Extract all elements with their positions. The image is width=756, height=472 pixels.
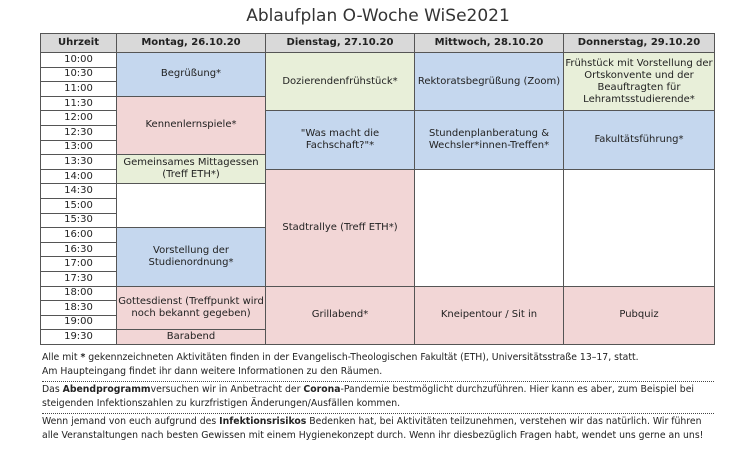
time-cell: 14:30	[41, 184, 117, 199]
day-header-wednesday: Mittwoch, 28.10.20	[415, 34, 564, 53]
event-thu-fruehstueck: Frühstück mit Vorstellung der Ortskonvente und der Beauftragten für Lehramtsstudierende*	[564, 53, 715, 111]
time-cell: 13:30	[41, 155, 117, 170]
table-row	[41, 53, 715, 68]
time-cell: 12:00	[41, 111, 117, 126]
divider	[42, 381, 714, 382]
table-row	[41, 286, 715, 301]
event-thu-pubquiz: Pubquiz	[564, 286, 715, 344]
time-cell: 11:30	[41, 96, 117, 111]
schedule-table	[40, 33, 715, 345]
time-cell: 10:00	[41, 53, 117, 68]
event-wed-rektoratsbegruessung	[415, 53, 564, 111]
note-bold-text: Corona	[303, 384, 341, 395]
event-tue-fachschaft: "Was macht die Fachschaft?"*	[266, 111, 415, 169]
time-cell: 12:30	[41, 125, 117, 140]
note-text: gekennzeichneten Aktivitäten finden in der Evangelisch-Theologischen Fakultät (ETH), Universitätsstraße 13–17, statt.	[85, 352, 639, 363]
note-infection-risk	[42, 415, 714, 443]
event-thu-fakultaetsfuehrung: Fakultätsführung*	[564, 111, 715, 169]
day-header-thursday: Donnerstag, 29.10.20	[564, 34, 715, 53]
event-wed-kneipentour: Kneipentour / Sit in	[415, 286, 564, 344]
event-mon-barabend: Barabend	[117, 330, 266, 345]
time-cell: 18:30	[41, 301, 117, 316]
time-cell: 15:30	[41, 213, 117, 228]
event-mon-kennenlernspiele: Kennenlernspiele*	[117, 96, 266, 154]
time-cell: 10:30	[41, 67, 117, 82]
note-text: Wenn jemand von euch aufgrund des	[42, 416, 220, 427]
empty-cell-thu-afternoon	[564, 169, 715, 286]
event-tue-grillabend: Grillabend*	[266, 286, 415, 344]
event-tue-dozierendenfruehstueck: Dozierendenfrühstück*	[266, 53, 415, 111]
time-cell: 18:00	[41, 286, 117, 301]
time-cell: 16:00	[41, 228, 117, 243]
note-main-entrance: Am Haupteingang findet ihr dann weitere Informationen zu den Räumen.	[42, 366, 383, 377]
day-header-monday: Montag, 26.10.20	[117, 34, 266, 53]
note-evening-program	[42, 383, 714, 411]
time-cell: 11:00	[41, 82, 117, 97]
time-cell: 19:30	[41, 330, 117, 345]
note-bold-text: Infektionsrisikos	[219, 416, 307, 427]
note-text: Alle mit	[42, 352, 81, 363]
time-cell: 15:00	[41, 198, 117, 213]
note-text: Bedenken hat, bei Aktivitäten teilzunehmen, verstehen wir das natürlich. Wir führen alle Veranstaltungen nach besten Gewissen mit einem Hygienekonzept durch. Wenn ihr diesbezüglich Fragen habt, wendet uns gerne an uns!	[42, 416, 704, 441]
event-wed-stundenplanberatung: Stundenplanberatung & Wechsler*innen-Treffen*	[415, 111, 564, 169]
divider	[42, 413, 714, 414]
time-column-header: Uhrzeit	[41, 34, 117, 53]
time-cell: 14:00	[41, 169, 117, 184]
page-title: Ablaufplan O-Woche WiSe2021	[246, 6, 510, 26]
event-mon-mittagessen: Gemeinsames Mittagessen (Treff ETH*)	[117, 155, 266, 184]
empty-cell-wed-afternoon	[415, 169, 564, 286]
event-mon-studienordnung: Vorstellung der Studienordnung*	[117, 228, 266, 286]
empty-cell-mon-afternoon	[117, 184, 266, 228]
time-cell: 13:00	[41, 140, 117, 155]
event-text: Rektoratsbegrüßung (Zoom)	[417, 75, 561, 87]
event-mon-begruessung: Begrüßung*	[117, 53, 266, 97]
time-cell: 19:00	[41, 315, 117, 330]
note-text: versuchen wir in Anbetracht der	[150, 384, 304, 395]
day-header-tuesday: Dienstag, 27.10.20	[266, 34, 415, 53]
time-cell: 16:30	[41, 242, 117, 257]
time-cell: 17:00	[41, 257, 117, 272]
note-eth-location	[42, 351, 714, 365]
event-tue-stadtrallye: Stadtrallye (Treff ETH*)	[266, 169, 415, 286]
note-bold-text: Abendprogramm	[62, 384, 151, 395]
event-mon-gottesdienst: Gottesdienst (Treffpunkt wird noch bekannt gegeben)	[117, 286, 266, 330]
star-marker: *	[80, 352, 86, 363]
note-text: -Pandemie bestmöglicht durchzuführen. Hier kann es aber, zum Beispiel bei steigenden Infektionszahlen zu kurzfristigen Änderungen/Ausfällen kommen.	[42, 384, 695, 409]
note-text: Das	[42, 384, 63, 395]
notes-section	[42, 351, 714, 443]
time-cell: 17:30	[41, 271, 117, 286]
table-header-row	[41, 34, 715, 53]
